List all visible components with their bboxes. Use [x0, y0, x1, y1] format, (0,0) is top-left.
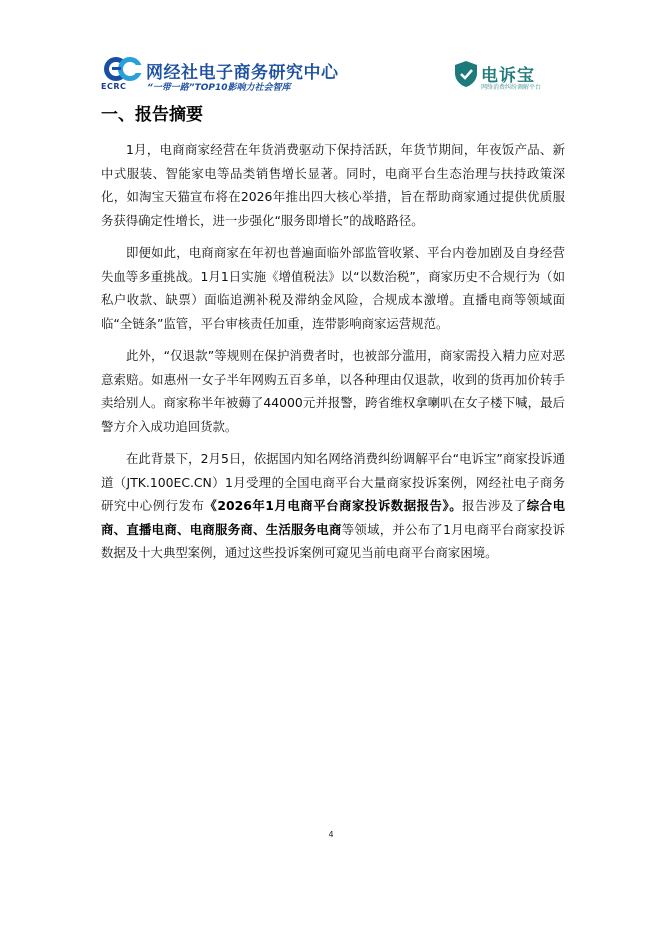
paragraph-2: 即便如此，电商商家在年初也普遍面临外部监管收紧、平台内卷加剧及自身经营失血等多重挑战。1月1日实施《增值税法》以“以数治税”，商家历史不合规行为（如私户收款、缺票）面临追溯补税及滞纳金风险，合规成本激增。直播电商等领域面临“全链条”监管，平台审核责任加重，连带影响商家运营规范。 — [101, 245, 565, 331]
paragraph-4-intro: 在此背景下，2月5日，依据国内知名网络消费纠纷调解平台“电诉宝”商家投诉通道（JTK.100EC.CN）1月受理的全国电商平台大量商家投诉案例，网经社电子商务研究中心例行发布 — [101, 451, 565, 513]
organization-slogan: “一带一路”TOP10影响力社会智库 — [147, 83, 291, 93]
paragraph-3: 此外，“仅退款”等规则在保护消费者时，也被部分滥用，商家需投入精力应对恶意索赔。如惠州一女子半年网购五百多单，以各种理由仅退款，收到的货再加价转手卖给别人。商家称半年被薅了44000元并报警，跨省维权拿喇叭在女子楼下喊，最后警方介入成功追回货款。 — [101, 348, 565, 434]
page-header — [0, 0, 662, 96]
page-number: 4 — [328, 830, 334, 839]
dsb-logo-title: 电诉宝 — [481, 66, 535, 86]
fields-bold: 综合电商、直播电商、电商服务商、生活服务电商 — [101, 498, 566, 537]
ecrc-abbreviation: ECRC — [101, 82, 127, 91]
organization-title: 网经社电子商务研究中心 — [146, 63, 339, 83]
paragraph-1: 1月，电商商家经营在年货消费驱动下保持活跃，年货节期间，年夜饭产品、新中式服装、智能家电等品类销售增长显著。同时，电商平台生态治理与扶持政策深化，如淘宝天猫宣布将在2026年推出四大核心举措，旨在帮助商家通过提供优质服务获得确定性增长，进一步强化“服务即增长”的战略路径。 — [101, 142, 565, 228]
report-summary-body — [101, 138, 565, 574]
section-heading: 一、报告摘要 — [101, 105, 203, 125]
report-title-bold: 《2026年1月电商平台商家投诉数据报告》。 — [204, 498, 463, 513]
shield-icon — [453, 60, 479, 88]
paragraph-4-middle: 报告涉及了 — [462, 498, 527, 513]
paragraph-4 — [101, 447, 565, 565]
paragraph-4-end: 等领域，并公布了1月电商平台商家投诉数据及十大典型案例，通过这些投诉案例可窥见当前电商平台商家困境。 — [101, 521, 566, 560]
dsb-logo-subtitle: 网络消费纠纷调解平台 — [481, 84, 542, 91]
